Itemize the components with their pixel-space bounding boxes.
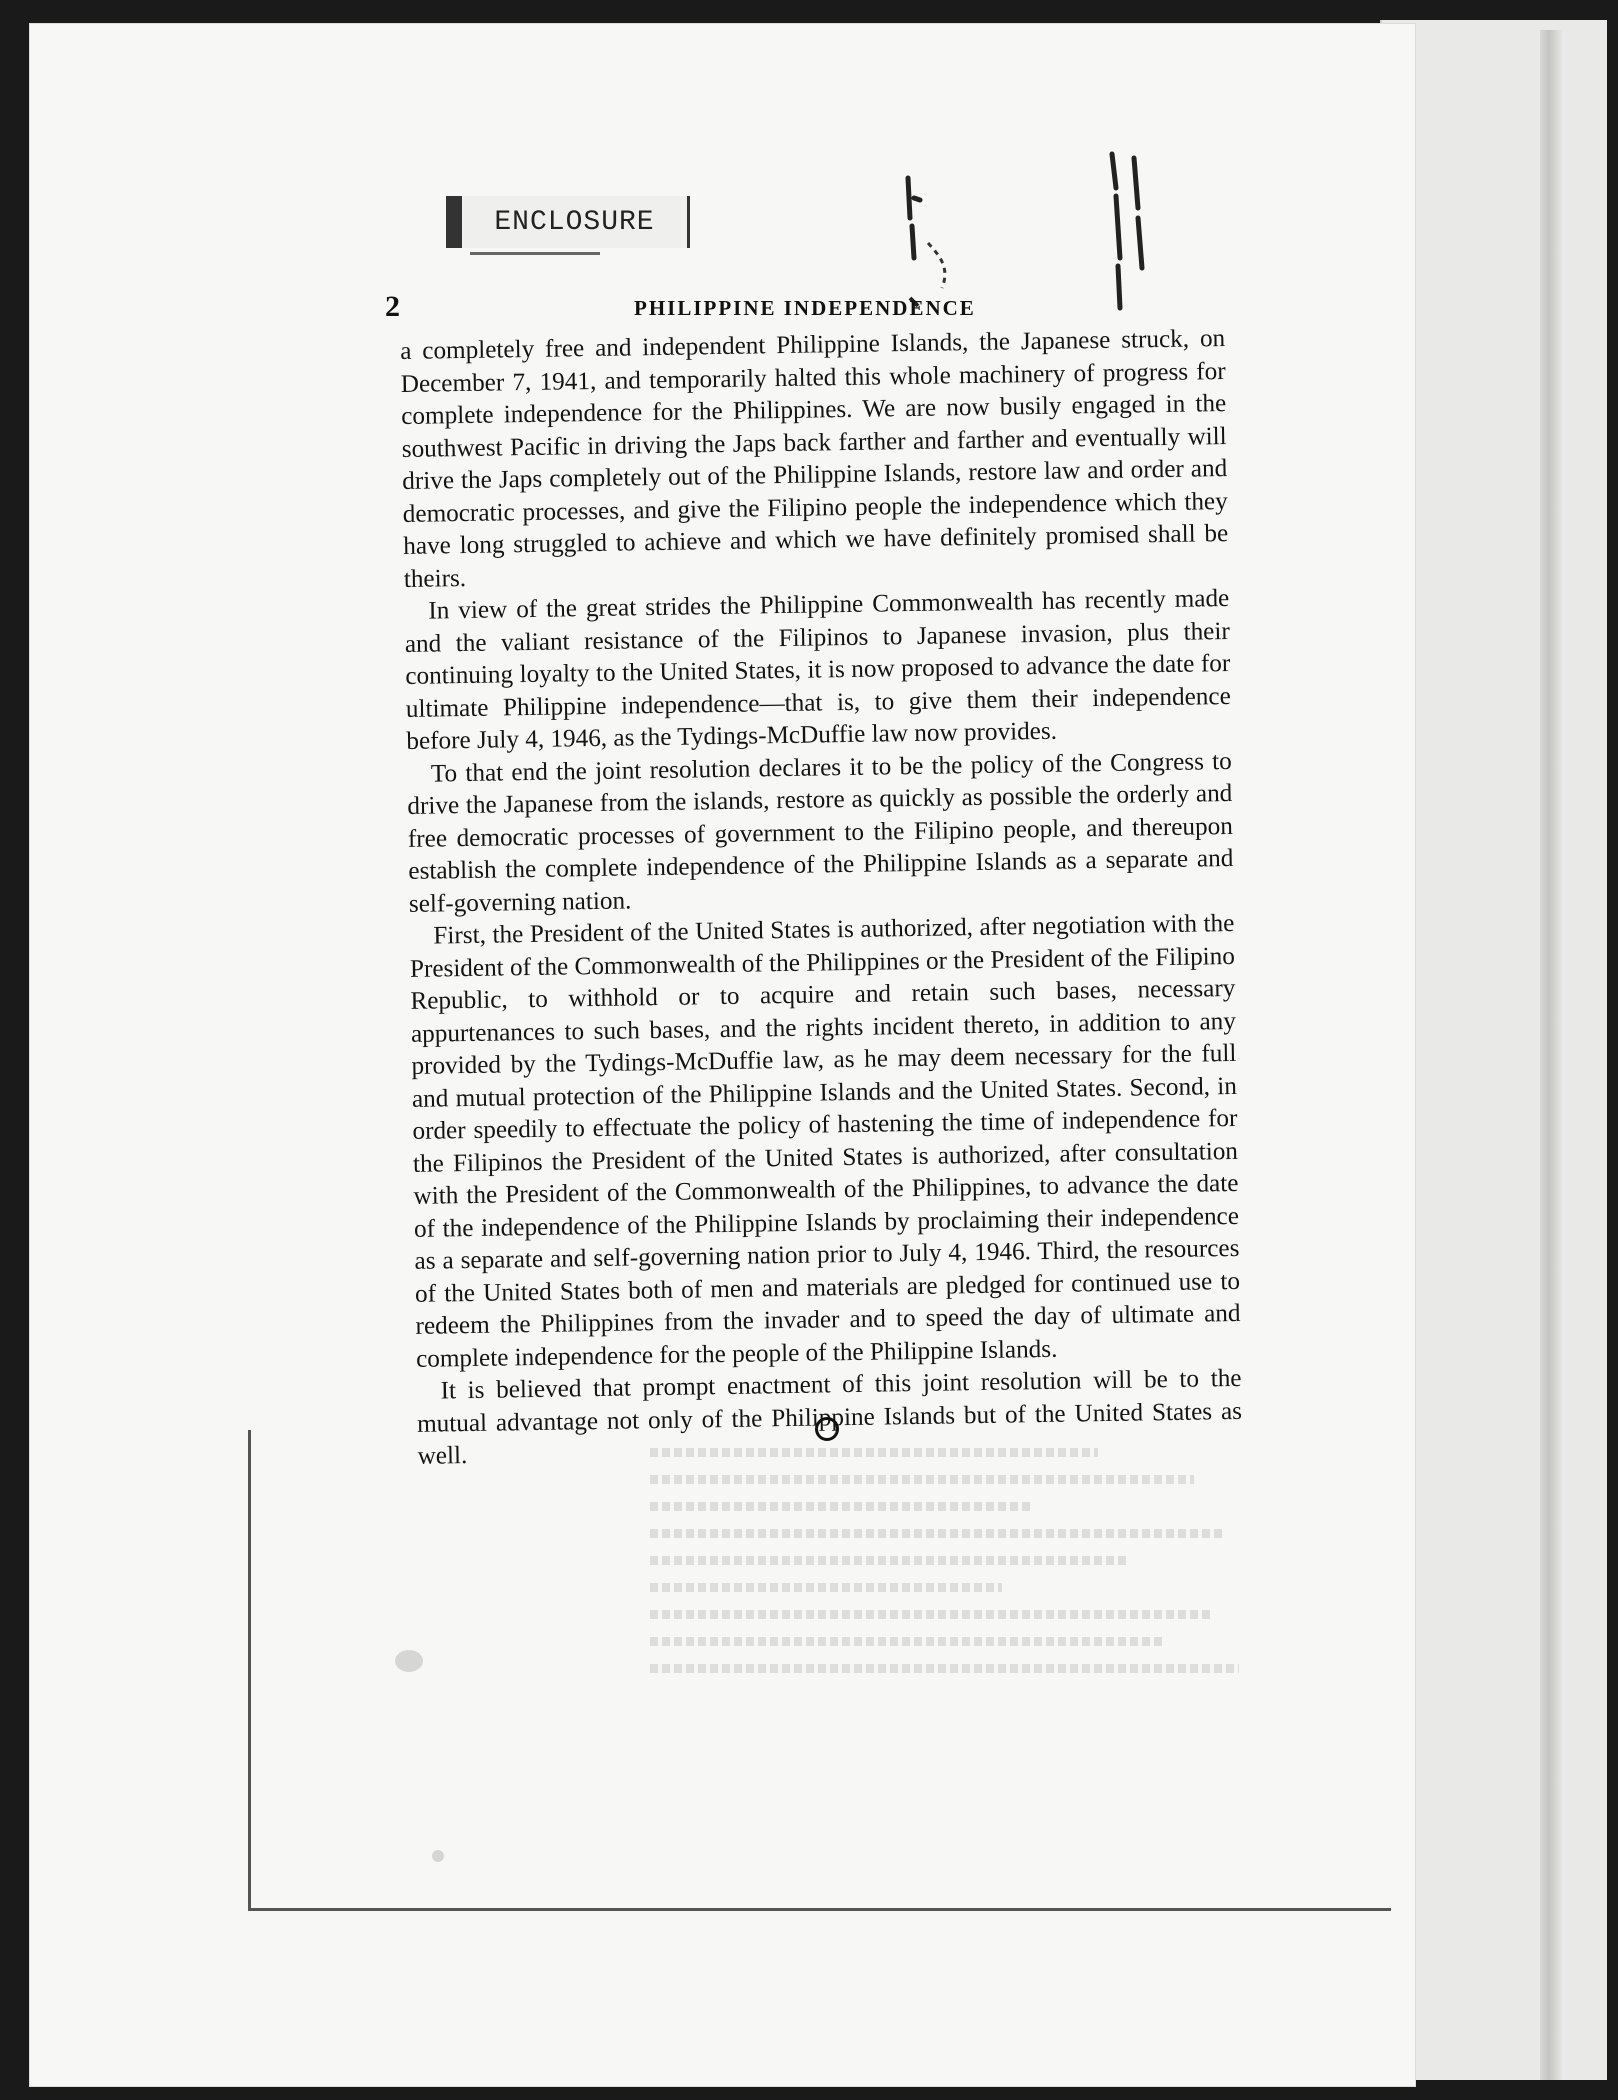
body-text xyxy=(400,323,1243,1473)
page-number: 2 xyxy=(385,290,400,323)
bleed-through-text xyxy=(650,1430,1290,1810)
paragraph: a completely free and independent Philippine Islands, the Japanese struck, on December 7, 1941, and temporarily halted this whole machinery of progress for complete independence for the Philippines. We are now busily engaged in the southwest Pacific in driving the Japs back farther and farther and eventually will drive the Japs completely out of the Philippine Islands, restore law and order and democratic processes, and give the Filipino people the independence which they have long struggled to achieve and which we have definitely promised shall be theirs. xyxy=(400,325,1229,593)
end-mark-circle xyxy=(815,1417,839,1441)
paragraph: First, the President of the United States is authorized, after negotiation with the President of the Commonwealth of the Philippines or the President of the Filipino Republic, to withhold or to acquire and retain such bases, necessary appurtenances to such bases, and the rights incident thereto, in addition to any provided by the Tydings-McDuffie law, as he may deem necessary for the full and mutual protection of the Philippine Islands and the United States. Second, in order speedily to effectuate the policy of hastening the time of independence for the Filipinos the President of the United States is authorized, after consultation with the President of the Commonwealth of the Philippines, to advance the date of the independence of the Philippine Islands by proclaiming their independence as a separate and self-governing nation prior to July 4, 1946. Third, the resources of the United States both of men and materials are pledged for continued use to redeem the Philippines from the invader and to speed the day of ultimate and complete independence for the people of the Philippine Islands. xyxy=(409,909,1241,1373)
paragraph: It is believed that prompt enactment of this joint resolution will be to the mutual advantage not only of the Philippine Islands but of the United States as well. xyxy=(416,1364,1243,1470)
stamp-underline xyxy=(470,252,600,255)
running-head: PHILIPPINE INDEPENDENCE xyxy=(634,296,976,320)
paragraph: To that end the joint resolution declares it to be the policy of the Congress to drive the Japanese from the islands, restore as quickly as possible the orderly and free democratic processes of government to the Filipino people, and thereupon establish the complete independence of the Philippine Islands as a separate and self-governing nation. xyxy=(407,747,1234,918)
enclosure-stamp xyxy=(446,196,690,248)
paragraph: In view of the great strides the Philippine Commonwealth has recently made and the valiant resistance of the Filipinos to Japanese invasion, plus their continuing loyalty to the United States, it is now proposed to advance the date for ultimate Philippine independence—that is, to give them their independence before July 4, 1946, as the Tydings-McDuffie law now provides. xyxy=(404,585,1231,755)
handwritten-marks xyxy=(880,148,1180,318)
underlying-sheet-edge xyxy=(1540,30,1562,2080)
smudge xyxy=(395,1650,423,1672)
enclosure-stamp-label: ENCLOSURE xyxy=(494,206,655,238)
smudge xyxy=(432,1850,444,1862)
